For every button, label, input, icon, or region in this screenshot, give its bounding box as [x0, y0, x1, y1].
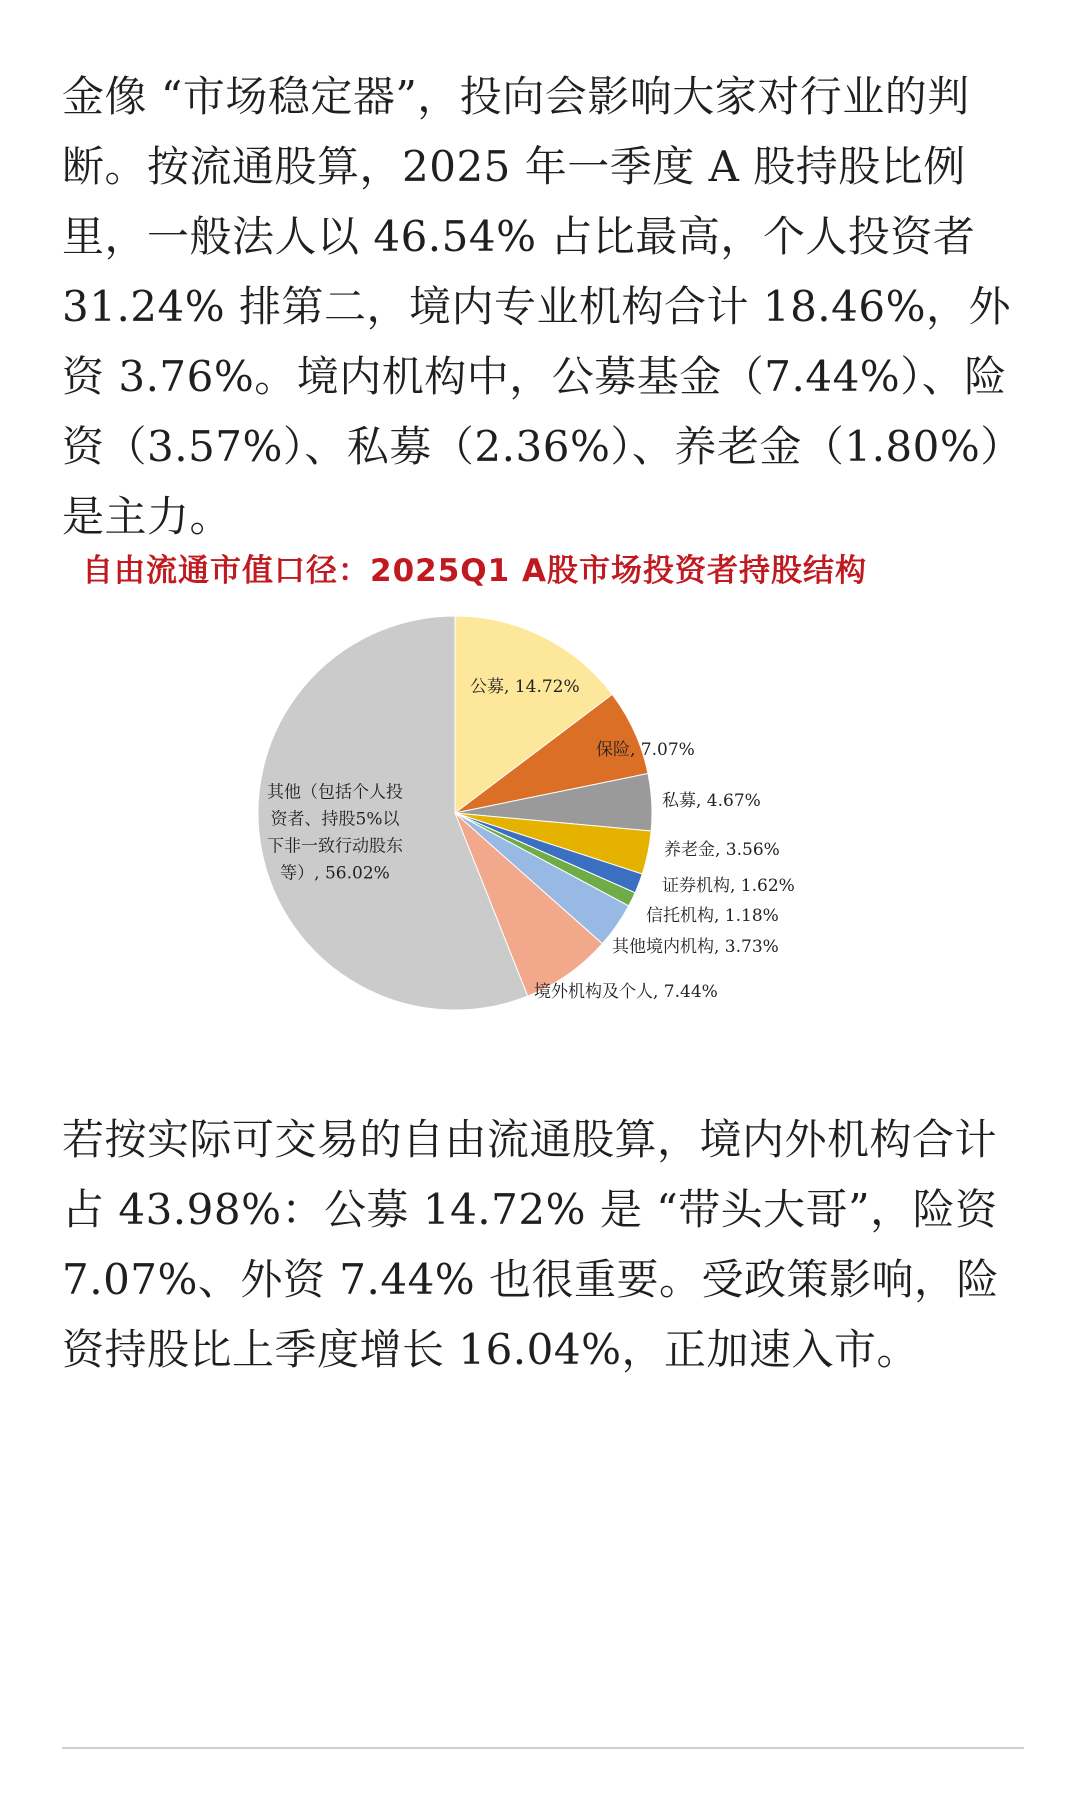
slice-label-yanglaojin: 养老金, 3.56%: [664, 840, 780, 860]
slice-label-other: 其他（包括个人投资者、持股5%以下非一致行动股东等）, 56.02%: [267, 782, 403, 884]
article-paragraph-2: 若按实际可交易的自由流通股算，境内外机构合计占 43.98%：公募 14.72% 是 “带头大哥”，险资 7.07%、外资 7.44% 也很重要。受政策影响，险资持股比上季度增长 16.04%，正加速入市。: [62, 1115, 1000, 1374]
slice-label-simu: 私募, 4.67%: [662, 791, 761, 811]
chart-title: 自由流通市值口径：2025Q1 A股市场投资者持股结构: [82, 553, 867, 589]
slice-label-other-domestic: 其他境内机构, 3.73%: [612, 937, 779, 957]
slice-label-foreign: 境外机构及个人, 7.44%: [534, 982, 718, 1002]
slice-label-baoxian: 保险, 7.07%: [596, 740, 695, 760]
article-paragraph-1: 金像 “市场稳定器”，投向会影响大家对行业的判断。按流通股算，2025 年一季度 A 股持股比例里，一般法人以 46.54% 占比最高，个人投资者 31.24% 排第二，境内专业机构合计 18.46%，外资 3.76%。境内机构中，公募基金（7.44%）、险资（3.57%）、私募（2.36%）、养老金（1.80%）是主力。: [62, 72, 1011, 541]
slice-label-gongmu: 公募, 14.72%: [470, 677, 580, 697]
slice-label-zhengquan: 证券机构, 1.62%: [662, 876, 795, 896]
bottom-divider: [62, 1747, 1024, 1749]
slice-label-xintuo: 信托机构, 1.18%: [646, 906, 779, 926]
pie-chart: [0, 600, 1080, 1020]
